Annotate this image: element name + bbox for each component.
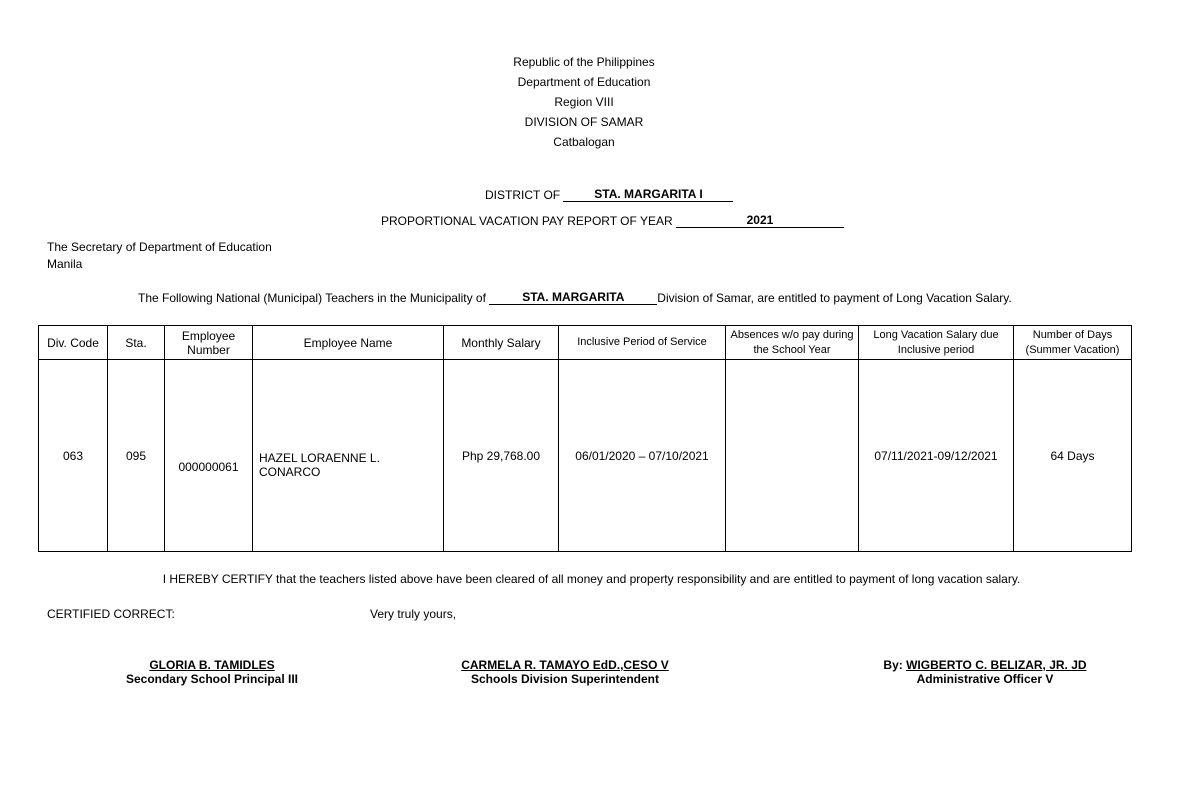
header-city: Catbalogan	[553, 135, 615, 149]
col-sta: Sta.	[108, 326, 165, 360]
header-department: Department of Education	[517, 75, 651, 89]
cell-days: 64 Days	[1014, 360, 1132, 552]
signatory-superintendent-name: CARMELA R. TAMAYO EdD.,CESO V	[461, 658, 669, 672]
report-year-value: 2021	[676, 213, 844, 228]
table-header-row	[39, 326, 1132, 360]
vacation-pay-table	[38, 325, 1132, 552]
district-label: DISTRICT OF	[485, 188, 561, 202]
col-days: Number of Days (Summer Vacation)	[1014, 326, 1132, 360]
signatory-admin-title: Administrative Officer V	[916, 672, 1054, 686]
cell-long-vacation: 07/11/2021-09/12/2021	[859, 360, 1014, 552]
certify-text: I HEREBY CERTIFY that the teachers listed above have been cleared of all money and property responsibility and are entitled to payment of long vacation salary.	[162, 572, 1021, 586]
intro-after: Division of Samar, are entitled to payment of Long Vacation Salary.	[657, 291, 1012, 305]
signatory-admin-name: WIGBERTO C. BELIZAR, JR. JD	[906, 658, 1087, 672]
signatory-superintendent	[430, 658, 700, 686]
addressee-line2: Manila	[47, 257, 83, 271]
col-absences: Absences w/o pay during the School Year	[726, 326, 859, 360]
signatory-admin-prefix: By:	[883, 658, 907, 672]
col-employee-name: Employee Name	[253, 326, 444, 360]
intro-sentence	[138, 290, 1012, 305]
col-inclusive-period: Inclusive Period of Service	[559, 326, 726, 360]
signatory-principal	[82, 658, 342, 686]
report-year-label: PROPORTIONAL VACATION PAY REPORT OF YEAR	[381, 214, 673, 228]
very-truly-label: Very truly yours,	[370, 607, 457, 621]
cell-employee-name: HAZEL LORAENNE L. CONARCO	[253, 360, 444, 552]
header-republic: Republic of the Philippines	[513, 55, 655, 69]
cell-sta: 095	[108, 360, 165, 552]
intro-before: The Following National (Municipal) Teachers in the Municipality of	[138, 291, 486, 305]
report-year-line	[381, 213, 844, 228]
certified-correct-label: CERTIFIED CORRECT:	[47, 607, 175, 621]
signatory-admin-officer	[850, 658, 1120, 686]
cell-absences	[726, 360, 859, 552]
intro-municipality: STA. MARGARITA	[489, 290, 657, 305]
signatory-principal-name: GLORIA B. TAMIDLES	[149, 658, 275, 672]
district-line	[485, 187, 733, 202]
signatory-superintendent-title: Schools Division Superintendent	[470, 672, 660, 686]
table-row	[39, 360, 1132, 552]
header-division: DIVISION OF SAMAR	[524, 115, 644, 129]
cell-monthly-salary: Php 29,768.00	[444, 360, 559, 552]
col-div-code: Div. Code	[39, 326, 108, 360]
header-region: Region VIII	[554, 95, 614, 109]
district-value: STA. MARGARITA I	[563, 187, 733, 202]
cell-employee-number: 000000061	[165, 360, 253, 552]
cell-div-code: 063	[39, 360, 108, 552]
col-monthly-salary: Monthly Salary	[444, 326, 559, 360]
cell-inclusive-period: 06/01/2020 – 07/10/2021	[559, 360, 726, 552]
addressee-line1: The Secretary of Department of Education	[47, 240, 272, 254]
signatory-principal-title: Secondary School Principal III	[125, 672, 299, 686]
col-long-vacation: Long Vacation Salary due Inclusive period	[859, 326, 1014, 360]
col-employee-number: Employee Number	[165, 326, 253, 360]
